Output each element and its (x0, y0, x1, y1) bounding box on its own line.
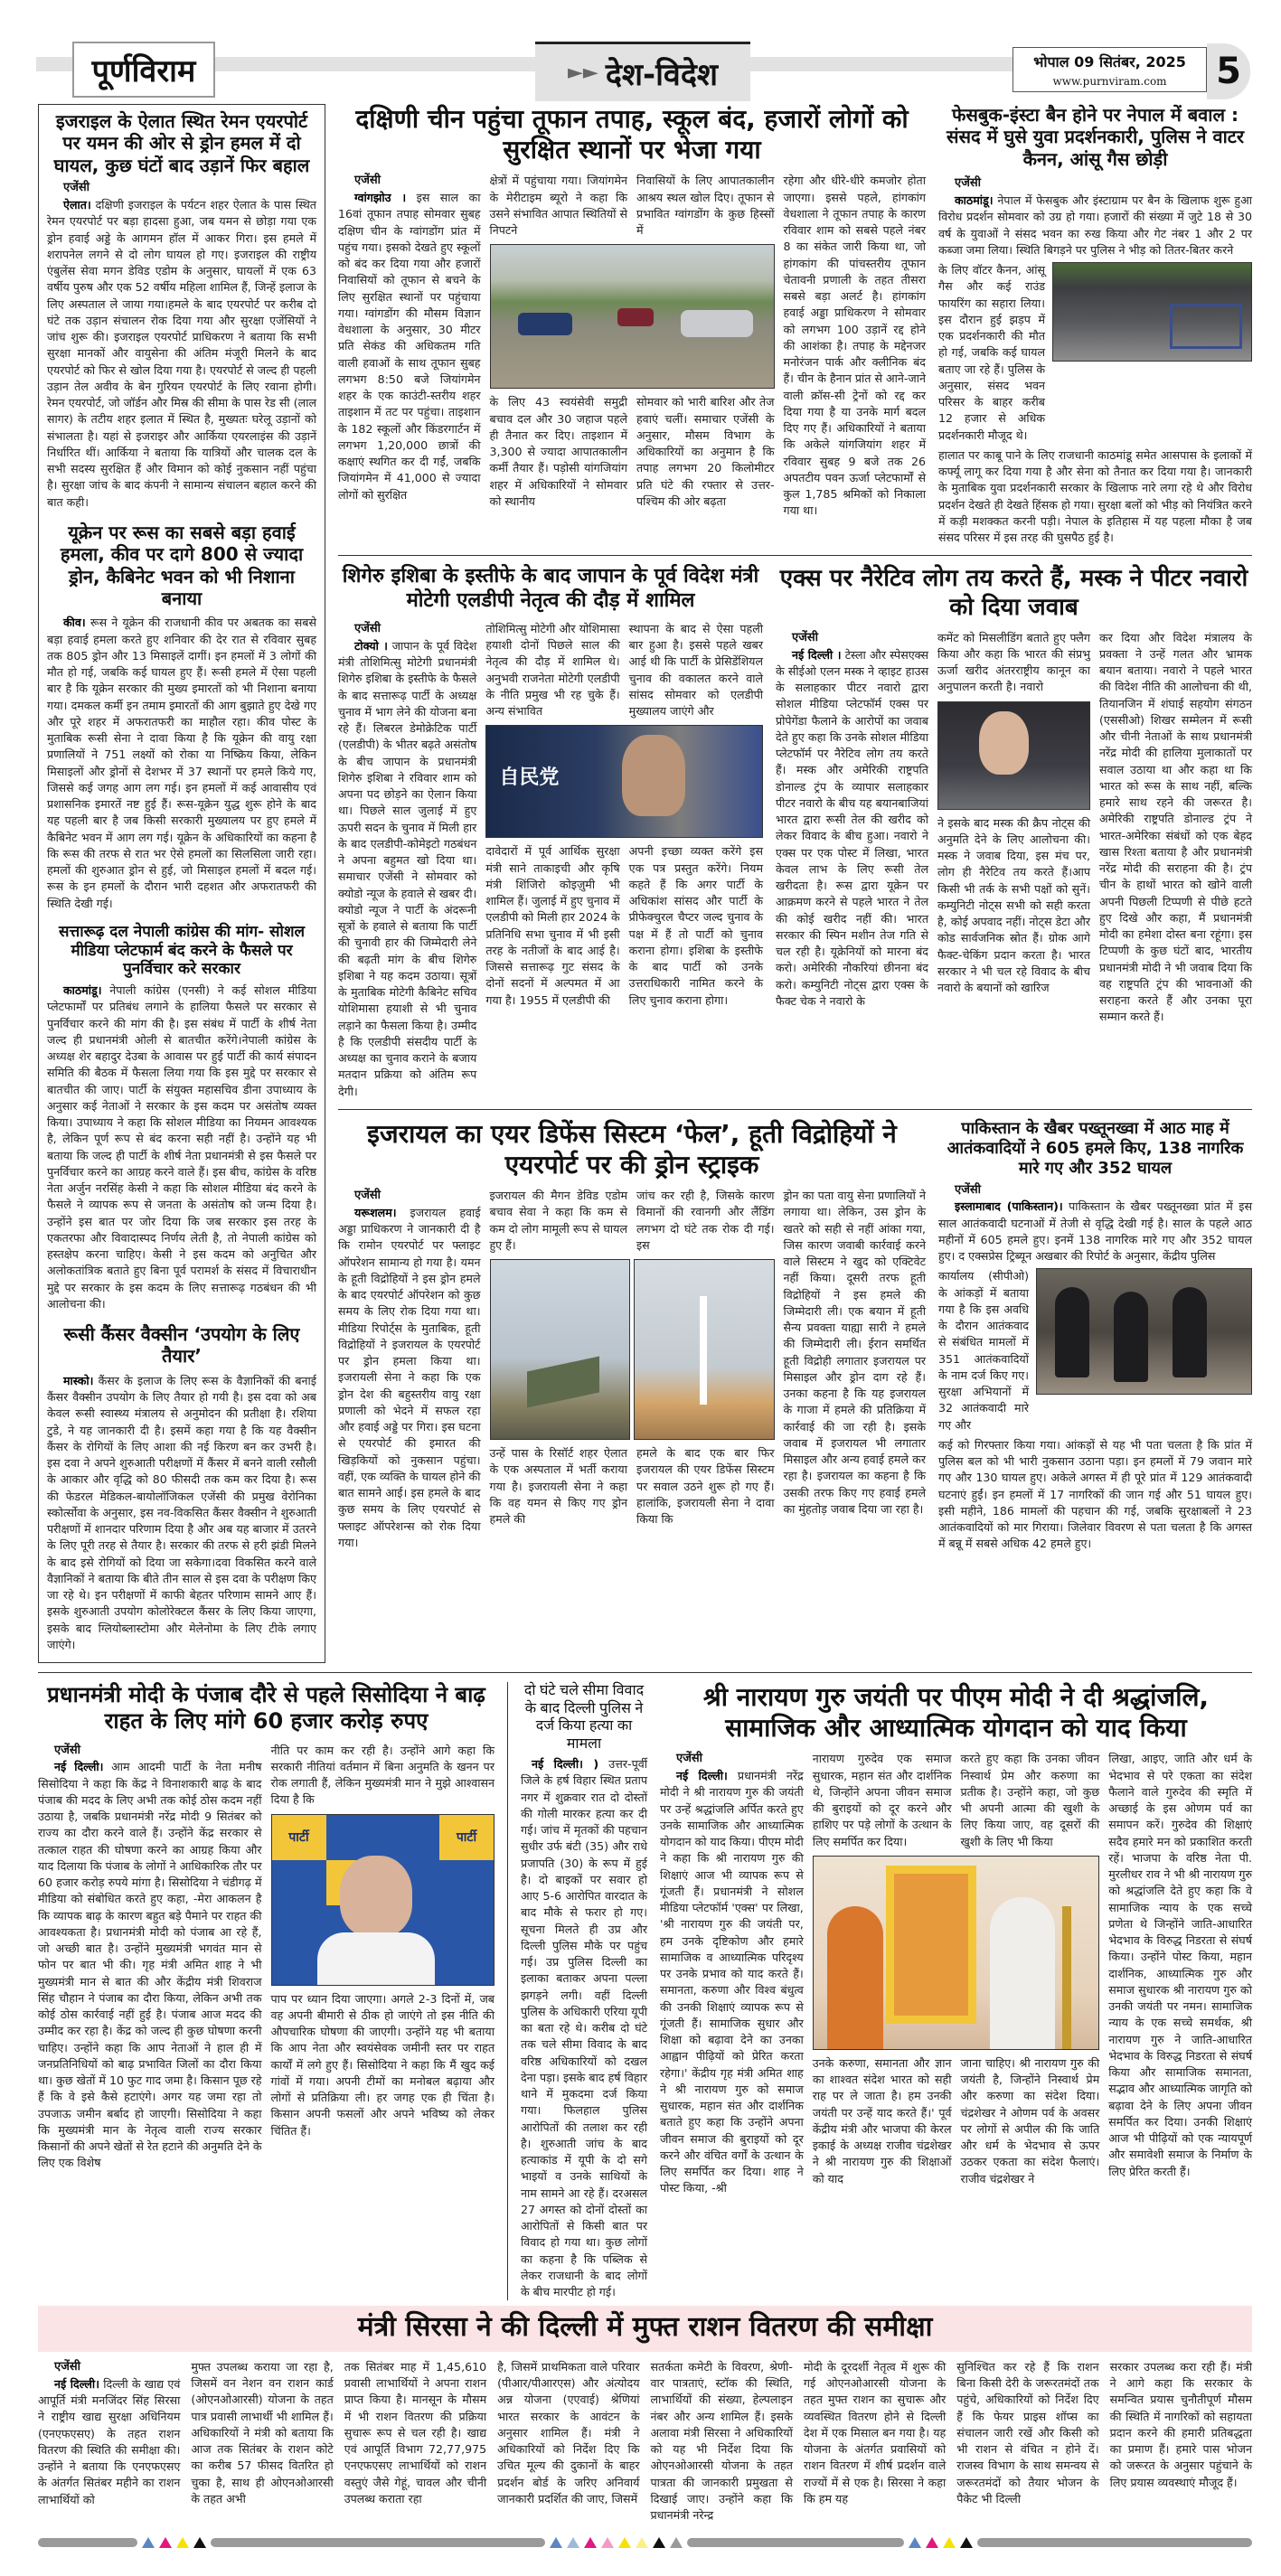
gray-bar (38, 2538, 137, 2547)
pakistan-rest-text: कई को गिरफ्तार किया गया। आंकड़ों से यह भी पता चलता है कि प्रांत में पुलिस बल को भी भारी नुकसान उठाना पड़ा। इन हमलों में 79 जवान मारे गए और 130 घायल हुए। अकेले अगस्त में ही पूरे प्रांत में 129 आतंकवादी घटनाएं हुईं। इन हमलों में 17 नागरिकों की जान गई और 51 घायल हुए। इसी महीने, 186 मामलों की पहचान की गई, जबकि सुरक्षाबलों ने 23 आतंकवादियों को मार गिराया। जिलेवार विवरण से पता चलता है कि अगस्त में बन्नू में सबसे अधिक 42 हमले हुए। (938, 1437, 1252, 1551)
article-body (938, 1199, 1252, 1264)
china-col-2a: क्षेत्रों में पहुंचाया गया। जियांगमेन के मेरीटाइम ब्यूरो ने कहा कि उसने संभावित आपात स्थितियों से निपटने (489, 174, 627, 238)
dateline: नई दिल्ली। (54, 1760, 104, 1774)
date-box (1013, 47, 1207, 92)
headline[interactable]: पाकिस्तान के खैबर पख्तूनख्वा में आठ माह में आतंकवादियों ने 605 हमले किए, 138 नागरिक मारे गए और 352 घायल (947, 1118, 1244, 1178)
missile-launcher-photo (490, 1259, 631, 1440)
agency-label: एजेंसी (54, 2359, 80, 2374)
article-musk-navarro (776, 565, 1252, 1025)
nepal-wrap (938, 262, 1252, 444)
dateline: नई दिल्ली । (792, 647, 842, 662)
row-three (338, 1119, 1252, 1553)
agency-label: एजेंसी (63, 181, 89, 195)
section-label: देश-विदेश (605, 56, 718, 93)
agency-label: एजेंसी (354, 1189, 381, 1203)
body-text: पाकिस्तान के खैबर पख्तूनख्वा प्रांत में इस साल आतंकवादी घटनाओं में तेजी से वृद्धि देखी गई है। साल के पहले आठ महीनों में 605 हमले हुए। इनमें 138 नागरिक मारे गए और 352 घायल हुए। द एक्सप्रेस ट्रिब्यून अखबार की रिपोर्ट के अनुसार, केंद्रीय पुलिस (938, 1199, 1252, 1264)
gray-triangle-icon (670, 2537, 683, 2548)
israel-columns (338, 1188, 926, 1551)
divider (338, 555, 1252, 556)
row-one (338, 104, 1252, 546)
japan-col-3a: स्थापना के बाद से ऐसा पहली बार हुआ है। इससे पहले खबर आई थी कि पार्टी के प्रेसिडेंशियल चुनाव की वकालत करने वाले सांसद सोमवार को एलडीपी मुख्यालय जाएंगे और (628, 621, 764, 719)
black-triangle-icon (193, 2537, 206, 2548)
black-triangle-icon (960, 2537, 973, 2548)
article-body (47, 1373, 316, 1653)
headline[interactable]: शिगेरु इशिबा के इस्तीफे के बाद जापान के पूर्व विदेश मंत्री मोटेगी एलडीपी नेतृत्व की दौड़ में शामिल (342, 565, 759, 613)
article-body (521, 1756, 647, 2300)
sirsa-columns (38, 2359, 1252, 2524)
newspaper-logo[interactable]: पूर्णविराम (72, 42, 215, 98)
dateline: नई दिल्ली। (54, 2376, 99, 2391)
musk-col-2b: ने इसके बाद मस्क की क्रैप नोट्स की अनुमति देने के लिए आलोचना की।मस्क ने जवाब दिया, इस मंच पर, लोग ही नैरेटिव तय करते हैं।आप किसी भी तर्क के सभी पक्षों को सुनें। कम्युनिटी नोट्स सभी को सही करता है, कोई अपवाद नहीं। नोट्स डेटा और कोड सार्वजनिक स्रोत हैं। ग्रोक आगे फैक्ट-चेकिंग प्रदान करता है। भारत सरकार ने भी चल रहे विवाद के बीच नवारो के बयानों को खारिज (937, 815, 1090, 995)
headline[interactable]: मंत्री सिरसा ने की दिल्ली में मुफ्त राशन वितरण की समीक्षा (357, 2311, 933, 2344)
body-text: इस साल का 16वां तूफान तपाह सोमवार सुबह दक्षिण चीन के ग्वांगडोंग प्रांत में पहुंच गया। इसको देखते हुए स्कूलों को बंद कर दिया गया और हजारों निवासियों को तूफान से बचने के लिए सुरक्षित स्थानों पर पहुंचाया गया। ग्वांगडोंग की मौसम विज्ञान वेधशाला के अनुसार, 30 मीटर प्रति सेकंड की अधिकतम गति वाली हवाओं के साथ तूफान सुबह लगभग 8:50 बजे जियांगमेन शहर के एक काउंटी-स्तरीय शहर ताइशान में तट पर पहुंचा। ताइशान के 182 स्कूलों और किंडरगार्टन में लगभग 1,20,000 छात्रों की कक्षाएं स्थगित कर दी गईं, जबकि जियांगमेन में 41,000 से ज्यादा लोगों को सुरक्षित (338, 191, 481, 502)
body-text: इजरायल हवाई अड्डा प्राधिकरण ने जानकारी दी है कि रामोन एयरपोर्ट पर फ्लाइट ऑपरेशन सामान्य हो गया है। यमन के हूती विद्रोहियों ने इस ड्रोन हमले के बाद एयरपोर्ट ऑपरेशन को कुछ समय के लिए रोक दिया गया था। मीडिया रिपोर्ट्स के मुताबिक, हूती विद्रोहियों ने इजरायल के एयरपोर्ट पर ड्रोन हमला किया था। इजरायली सेना ने कहा कि एक ड्रोन देश की बहुस्तरीय वायु रक्षा प्रणाली को भेदने में सफल रहा और हवाई अड्डे पर गिरा। इस घटना से एयरपोर्ट की इमारत की खिड़कियों को नुकसान पहुंचा। वहीं, एक व्यक्ति के घायल होने की बात सामने आई। इस हमले के बाद कुछ समय के लिए एयरपोर्ट से फ्लाइट ऑपरेशन्स को रोक दिया गया। (338, 1205, 481, 1549)
agency-label: एजेंसी (354, 621, 381, 635)
sisodia-columns (38, 1743, 495, 2172)
cyan-triangle-icon (142, 2537, 155, 2548)
dateline: यरूशलम। (354, 1205, 397, 1219)
lower-section (38, 1682, 1252, 2300)
dateline: काठमांडू। (63, 983, 102, 998)
yellow-triangle-icon (618, 2537, 631, 2548)
china-col-2b: के लिए 43 स्वयंसेवी समुद्री बचाव दल और 30 जहाज पहले ही तैनात कर दिए। ताइशान में 3,300 से ज्यादा आपातकालीन कर्मी तैयार हैं। पड़ोसी यांगजियांग शहर में अधिकारियों ने सोमवार को स्थानीय (489, 395, 627, 508)
article-body (38, 2376, 180, 2508)
musk-col-2 (937, 630, 1090, 997)
light-cyan-triangle-icon (567, 2537, 579, 2548)
headline[interactable]: रूसी कैंसर वैक्सीन ‘उपयोग के लिए तैयार’ (63, 1323, 300, 1368)
sirsa-col-5: सतर्कता कमेटी के विवरण, श्रेणी-वार पात्रताएं, स्टॉक की स्थिति, लाभार्थियों की संख्या, हेल्पलाइन नंबर और अन्य शामिल हैं। इसके अलावा मंत्री सिरसा ने अधिकारियों को यह भी निर्देश दिया कि ओएनओआरसी योजना के तहत पात्रता की जानकारी प्रमुखता से दिखाई जाए। उन्होंने कहा कि प्रधानमंत्री नरेन्द्र (650, 2359, 793, 2523)
yellow-triangle-icon (176, 2537, 189, 2548)
article-cancer-vaccine (47, 1323, 316, 1653)
missile-launch-photo (634, 1259, 775, 1440)
article-nepali-congress (47, 923, 316, 1312)
party-banner-text: पार्टी (439, 1815, 494, 1860)
dateline: ऐलात। (63, 198, 91, 212)
car-shape (681, 310, 753, 337)
article-body (776, 647, 928, 1011)
agency-label: एजेंसी (676, 1752, 702, 1766)
headline[interactable]: इजराइल के ऐलात स्थित रेमन एयरपोर्ट पर यमन की ओर से ड्रोन हमल में दो घायल, कुछ घंटों बाद उड़ानें फिर बहाल (53, 110, 310, 176)
light-yellow-triangle-icon (636, 2537, 648, 2548)
gray-bar (211, 2538, 545, 2547)
sirsa-col-7: सुनिश्चित कर रहे हैं कि राशन बिना किसी देरी के जरूरतमंदों तक पहुंचे, अधिकारियों को निर्देश दिए हैं कि फेयर प्राइस शॉप्स का संचालन जारी रखें और किसी को भी राशन से वंचित न होने दें। राजस्व विभाग के साथ समन्वय से जरूरतमंदों को तैयार भोजन के पैकेट भी दिल्ली (956, 2359, 1099, 2505)
missile-trail-shape (700, 1296, 707, 1405)
website-link[interactable]: www.purnviram.com (1052, 75, 1167, 88)
dateline: ग्वांगझोउ । (354, 191, 407, 205)
china-col-3b: सोमवार को भारी बारिश और तेज हवाएं चलीं। समाचार एजेंसी के अनुसार, मौसम विभाग के अधिकारियों का अनुमान है कि तपाह लगभग 20 किलोमीटर प्रति घंटे की रफ्तार से उत्तर-पश्चिम की ओर बढ़ता (636, 395, 775, 508)
section-title (535, 42, 750, 101)
headline[interactable]: इजरायल का एयर डिफेंस सिस्टम ‘फेल’, हूती विद्रोहियों ने एयरपोर्ट पर की ड्रोन स्ट्राइक (367, 1118, 897, 1180)
gray-bar (977, 2538, 1252, 2547)
modi-figure-shape (990, 1897, 1055, 2050)
light-magenta-triangle-icon (601, 2537, 614, 2548)
israel-col-4: ड्रोन का पता वायु सेना प्रणालियों ने लगाया था। लेकिन, उस ड्रोन के खतरे को सही से नहीं आंका गया, जिस कारण जवाबी कार्रवाई करने वाले सिस्टम ने खुद को एक्टिवेट नहीं किया। दूसरी तरफ हूती विद्रोहियों ने इस हमले की जिम्मेदारी ली। एक बयान में हूती सैन्य प्रवक्ता याह्या सारी ने हमले की जिम्मेदारी ली। ईरान समर्थित हूती विद्रोही लगातार इजरायल पर मिसाइल और ड्रोन दाग रहे हैं। उनका कहना है कि यह इजरायल के गाजा में हमले की प्रतिक्रिया में कार्रवाई की जा रही है। इसके जवाब में इजरायल भी लगातार मिसाइल और अन्य हवाई हमले कर रहा है। इजरायल का कहना है कि उसकी तरफ किए गए हवाई हमले का मुंहतोड़ जवाब दिया जा रहा है। (783, 1189, 926, 1516)
israel-col-2b: उन्हें पास के रिसॉर्ट शहर ऐलात के एक अस्पताल में भर्ती कराया गया है। इजरायली सेना ने कहा कि वह यमन से किए गए ड्रोन हमले की (489, 1446, 627, 1527)
dateline: टोक्यो । (354, 638, 388, 653)
article-pakistan-kp (938, 1119, 1252, 1553)
main-area (338, 104, 1252, 1553)
agency-label: एजेंसी (955, 176, 981, 191)
body-text: आम आदमी पार्टी के नेता मनीष सिसोदिया ने कहा कि केंद्र ने विनाशकारी बाढ़ के बाद पंजाब की मदद के लिए अभी तक कोई ठोस कदम नहीं उठाया है, जबकि प्रधानमंत्री नरेंद्र मोदी 9 सितंबर को राज्य का दौरा करने वाले हैं। उन्होंने केंद्र सरकार से तत्काल राहत की घोषणा करने का आग्रह किया और याद दिलाया कि पंजाब के लोगों ने आधिकारिक तौर पर 60 हजार करोड़ रुपये मांगा है। सिसोदिया ने चंडीगढ़ में मीडिया को संबोधित करते हुए कहा, -मेरा आकलन है कि व्यापक बाढ़ के कारण बहुत बड़े पैमाने पर राहत की आवश्यकता है। प्रधानमंत्री मोदी को पंजाब आ रहे हैं, जो अच्छी बात है। उन्होंने मुख्यमंत्री भगवंत मान से फोन पर बात भी की। गृह मंत्री अमित शाह ने भी मुख्यमंत्री मान से बात की और केंद्रीय मंत्री शिवराज सिंह चौहान ने पंजाब का दौरा किया, लेकिन अभी तक कोई ठोस कार्रवाई नहीं हुई है। पंजाब आज मदद की उम्मीद कर रहा है। केंद्र को जल्द ही कुछ घोषणा करनी चाहिए। उन्होंने कहा कि आप नेताओं ने हाल ही में जनप्रतिनिधियों को बाढ़ प्रभावित जिलों का दौरा किया था। कुछ खेतों में 10 फुट गाद जमा है। किसान पूछ रहे हैं कि वे इसे कैसे हटाएंगे। अगर यह जमा रहा तो उपजाऊ जमीन बर्बाद हो जाएगी। सिसोदिया ने कहा कि मुख्यमंत्री मान के नेतृत्व वाली राज्य सरकार किसानों की अपने खेतों से रेत हटाने की अनुमति देने के लिए एक विशेष (38, 1760, 262, 2170)
page-number: 5 (1207, 43, 1250, 99)
sisodia-col-2b: पाप पर ध्यान दिया जाएगा। अगले 2-3 दिनों में, जब वह अपनी बीमारी से ठीक हो जाएंगे तो इस नीति की औपचारिक घोषणा की जाएगी। उन्होंने यह भी बताया कि आप नेता और स्वयंसेवक जमीनी स्तर पर राहत कार्यों में लगे हुए हैं। सिसोदिया ने कहा कि मैं खुद कई गांवों में गया। अपनी टीमों का मनोबल बढ़ाया और लोगों से प्रतिक्रिया ली। हर जगह एक ही चिंता है। किसान अपनी फसलों और अपने भविष्य को लेकर चिंतित हैं। (270, 1991, 495, 2138)
article-china-typhoon (338, 104, 926, 520)
body-text: नेपाल में फेसबुक और इंस्टाग्राम पर बैन के खिलाफ शुरू हुआ विरोध प्रदर्शन सोमवार को उग्र हो गया। हजारों की संख्या में जुटे 18 से 30 वर्ष के युवाओं ने संसद भवन का रुख किया और गेट नंबर 1 और 2 पर कब्जा जमा लिया। स्थिति बिगड़ने पर पुलिस ने भीड़ को तितर-बितर करने (938, 193, 1252, 257)
black-triangle-icon (653, 2537, 665, 2548)
body-text: दक्षिणी इजराइल के पर्यटन शहर ऐलात के पास स्थित रेमन एयरपोर्ट पर बड़ा हादसा हुआ, जब यमन से छोड़ा गया एक ड्रोन हवाई अड्डे के आगमन हॉल में आकर गिरा। इस हमले में शरापनेल लगने से दो लोग घायल हो गए। इजराइल की राष्ट्रीय एंबुलेंस सेवा मगन डेविड एडोम के अनुसार, घायलों में एक 63 वर्षीय पुरुष और एक 52 वर्षीय महिला शामिल हैं, जिन्हें इलाज के लिए अस्पताल ले जाया गया।हमले के बाद एयरपोर्ट पर करीब दो घंटे तक उड़ान संचालन रोक दिया गया और सुरक्षा एजेंसियों ने जांच शुरू की। इजराइल एयरपोर्ट प्राधिकरण ने बताया कि सभी सुरक्षा मानकों और वायुसेना की अंतिम मंजूरी मिलने के बाद एयरपोर्ट को फिर से खोल दिया गया है। एयरपोर्ट से जल्द ही पहली उड़ान तेल अवीव के बेन गुरियन एयरपोर्ट के लिए रवाना होगी। रेमन एयरपोर्ट, जो जॉर्डन और मिस्र की सीमा के पास रेड सी (लाल सागर) के तटीय शहर इलात में स्थित है, मुख्यतः घरेलू उड़ानों को संभालता है। यहां से इजराइर और आर्किया एयरलाइंस की उड़ानें निर्धारित थीं। आर्किया ने बताया कि यात्रियों और चालक दल के सभी सदस्य सुरक्षित हैं और विमान को कोई नुकसान नहीं पहुंचा है। सुरक्षा जांच के बाद कंपनी ने सामान्य संचालन बहाल करने की बात कही। (47, 198, 316, 509)
police-photo (1036, 1268, 1252, 1395)
guru-col-2b: उनके करुणा, समानता और ज्ञान का शाश्वत संदेश भारत को सही राह पर ले जाता है। हम उनकी जयंती पर उन्हें याद करते हैं।' पूर्व केंद्रीय मंत्री और भाजपा की केरल इकाई के अध्यक्ष राजीव चंद्रशेखर ने श्री नारायण गुरु की शिक्षाओं को याद (812, 2055, 952, 2186)
face-shape (622, 735, 685, 816)
china-col-1 (338, 173, 481, 503)
portrait-frame-shape (886, 1866, 976, 2024)
article-body (938, 193, 1252, 259)
headline[interactable]: यूक्रेन पर रूस का सबसे बड़ा हवाई हमला, कीव पर दागे 800 से ज्यादा ड्रोन, कैबिनेट भवन को भी निशाना बनाया (60, 521, 304, 609)
car-shape (518, 313, 572, 335)
article-body (38, 1759, 262, 2171)
body-text: प्रधानमंत्री नरेंद्र मोदी ने श्री नारायण गुरु की जयंती पर उन्हें श्रद्धांजलि अर्पित करते हुए उनके सामाजिक और आध्यात्मिक योगदान को याद किया। पीएम मोदी ने कहा कि श्री नारायण गुरु की शिक्षाएं आज भी व्यापक रूप से गूंजती हैं। प्रधानमंत्री ने सोशल मीडिया प्लेटफॉर्म 'एक्स' पर लिखा, 'श्री नारायण गुरु की जयंती पर, हम उनके दृष्टिकोण और हमारे सामाजिक व आध्यात्मिक परिदृश्य पर उनके प्रभाव को याद करते हैं। समानता, करुणा और विश्व बंधुत्व की उनकी शिक्षाएं व्यापक रूप से गूंजती हैं। सामाजिक सुधार और शिक्षा को बढ़ावा देने का उनका आह्वान पीढ़ियों को प्रेरित करता रहेगा।' केंद्रीय गृह मंत्री अमित शाह ने श्री नारायण गुरु को समाज सुधारक, महान संत और दार्शनिक बताते हुए कहा कि उन्होंने अपना जीवन समाज की बुराइयों को दूर करने और वंचित वर्गों के उत्थान के लिए समर्पित कर दिया। शाह ने पोस्ट किया, -श्री (660, 1769, 804, 2195)
sirsa-col-3: तक सितंबर माह में 1,45,610 प्रवासी लाभार्थियों ने अपना राशन प्राप्त किया है। मानसून के मौसम में भी राशन वितरण की प्रक्रिया सुचारू रूप से चल रही है। खाद्य एवं आपूर्ति विभाग 72,77,975 एनएफएसए लाभार्थियों को राशन वस्तुएं जैसे गेहूं, चावल और चीनी उपलब्ध कराता रहा (344, 2359, 487, 2505)
sisodia-col-2a: नीति पर काम कर रही है। उन्होंने आगे कहा कि सरकारी नीतियां वर्तमान में बिना अनुमति के खनन पर रोक लगाती हैं, लेकिन मुख्यमंत्री मान ने मुझे आश्वासन दिया है कि (270, 1743, 495, 1807)
body-text: नेपाली कांग्रेस (एनसी) ने कई सोशल मीडिया प्लेटफार्मों पर प्रतिबंध लगाने के हालिया फैसले पर सरकार से पुनर्विचार करने की मांग की है। इस संबंध में पार्टी के शीर्ष नेता जल्द ही प्रधानमंत्री ओली से बातचीत करेंगे।नेपाली कांग्रेस के अध्यक्ष शेर बहादुर देउबा के आवास पर हुई पार्टी की कार्य संपादन समिति की बैठक में फैसला लिया गया कि इस मुद्दे पर सरकार से बातचीत की जाए। पार्टी के संयुक्त महासचिव डीना उपाध्याय के अनुसार कई नेताओं ने सरकार के इस कदम पर असंतोष व्यक्त किया। उपाध्याय ने कहा कि सोशल मीडिया का नियमन आवश्यक है, लेकिन पूर्ण रूप से बंद करना सही नहीं है। उन्होंने यह भी बताया कि जल्द ही पार्टी के शीर्ष नेता प्रधानमंत्री से इस फैसले पर पुनर्विचार करने का आग्रह करने वाले हैं। इस बीच, कांग्रेस के वरिष्ठ नेता अर्जुन नरसिंह केसी ने कहा कि सोशल मीडिया बंद करने के फैसले ने व्यापक रूप से जनता के असंतोष को जन्म दिया है। उन्होंने इस बात पर जोर दिया कि जब सरकार इस तरह के एकतरफा और विवादास्पद निर्णय लेती है, तो नेपाली कांग्रेस को हस्तक्षेप करना चाहिए। केसी ने इस कदम को अनुचित और अलोकतांत्रिक बताते हुए बिना पूर्व परामर्श के संसद में विचाराधीन मुद्दे पर सरकार के इस कदम के लिए सत्तारूढ़ गठबंधन की भी आलोचना की। (47, 983, 316, 1311)
headline[interactable]: दो घंटे चले सीमा विवाद के बाद दिल्ली पुलिस ने दर्ज किया हत्या का मामला (523, 1683, 645, 1752)
motegi-photo (485, 725, 763, 838)
sisodia-col-1 (38, 1743, 262, 2172)
narayana-guru-tribute-photo (813, 1856, 1100, 2050)
headline[interactable]: एक्स पर नैरेटिव लोग तय करते हैं, मस्क ने पीटर नवारो को दिया जवाब (779, 565, 1248, 621)
guru-col-4: लिखा, आइए, जाति और धर्म के भेदभाव से परे एकता का संदेश फैलाने वाले गुरुदेव की स्मृति में अच्छाई के इस ओणम पर्व का समापन करें। गुरुदेव की शिक्षाएं सदैव हमारे मन को प्रकाशित करती रहें। भाजपा के वरिष्ठ नेता पी. मुरलीधर राव ने भी श्री नारायण गुरु को श्रद्धांजलि देते हुए कहा कि वे सामाजिक न्याय के एक सच्चे प्रणेता थे जिन्होंने जाति-आधारित भेदभाव के विरुद्ध निडरता से संघर्ष किया। उन्होंने पोस्ट किया, महान दार्शनिक, आध्यात्मिक गुरु और समाज सुधारक श्री नारायण गुरु को उनकी जयंती पर नमन। सामाजिक न्याय के एक सच्चे समर्थक, श्री नारायण गुरु ने जाति-आधारित भेदभाव के विरुद्ध निडरता से संघर्ष किया और सामाजिक समानता, सद्भाव और आध्यात्मिक जागृति को बढ़ावा देने के लिए अपना जीवन समर्पित कर दिया। उनकी शिक्षाएं आज भी पीढ़ियों को एक न्यायपूर्ण और समावेशी समाज के निर्माण के लिए प्रेरित करती हैं। (1108, 1752, 1252, 2178)
cyan-triangle-icon (909, 2537, 921, 2548)
divider (38, 1672, 1252, 1673)
footer-registration-bar (38, 2536, 1252, 2549)
officer-shape (1055, 1287, 1089, 1377)
dateline: मास्को। (63, 1373, 94, 1387)
body-text: रूस ने यूक्रेन की राजधानी कीव पर अबतक का सबसे बड़ा हवाई हमला करते हुए शनिवार की देर रात से रविवार सुबह तक 805 ड्रोन और 13 मिसाइलें दागीं। इन हमलों में 3 लोगों की मौत हो गई, जबकि कई घायल हुए हैं। रूसी हमले में ऐसा पहली बार है कि यूक्रेन सरकार की मुख्य इमारतों को भी निशाना बनाया गया। दमकल कर्मी इन तमाम इमारतों की आग बुझाते हुए देखे गए और पूरे शहर में अफरातफरी का माहौल रहा। कीव पोस्ट के मुताबिक रूसी सेना ने दावा किया है कि यूक्रेन की वायु रक्षा प्रणालियों ने 751 लक्ष्यों को रोका या निष्क्रिय किया, लेकिन मिसाइलों और ड्रोनों से देशभर में 37 स्थानों पर हमले किये गए, जिससे कई जगह आग लग गई। इन हमलों में कई आवासीय एवं प्रशासनिक इमारतें नष्ट हुई हैं। रूस-यूक्रेन युद्ध शुरू होने के बाद यह पहली बार है जब किसी सरकारी मुख्यालय पर हुए हमले में कैबिनेट भवन में आग लग गई। यूक्रेन के अधिकारियों का कहना है कि रूस की तरफ से रात भर ऐसे हमलों का सिलसिला जारी रहा। हमलों की शुरुआत ड्रोन से हुई, जो मिसाइल हमलों में बदल गई। रूस के इन हमलों के दौरान भारी दहशत और अफरातफरी की स्थिति देखी गई। (47, 616, 316, 910)
car-shape (617, 308, 654, 326)
sirsa-col-8: सरकार उपलब्ध करा रही हैं। मंत्री ने आगे कहा कि सरकार के समन्वित प्रयास चुनौतीपूर्ण मौसम की स्थिति में नागरिकों को सहायता प्रदान करने की हमारी प्रतिबद्धता का प्रमाण हैं। हमारे पास भोजन को जरूरत के अनुसार पहुंचाने के लिए प्रयास व्यवस्थाएं मौजूद हैं। (1109, 2359, 1252, 2489)
china-columns (338, 173, 926, 519)
china-center (490, 173, 775, 510)
gray-bar (687, 2538, 904, 2547)
face-shape (979, 711, 1029, 775)
row-two (338, 565, 1252, 1100)
article-body (47, 615, 316, 912)
officer-shape (1114, 1292, 1148, 1382)
party-sign-text: 自民党 (499, 766, 560, 790)
headline[interactable]: प्रधानमंत्री मोदी के पंजाब दौरे से पहले सिसोदिया ने बाढ़ राहत के लिए मांगे 60 हजार करोड़ रुपए (47, 1682, 485, 1735)
dateline: नई दिल्ली। ) (532, 1757, 599, 1772)
magenta-triangle-icon (926, 2537, 938, 2548)
japan-col-2a: तोशिमित्सु मोटेगी और योशिमासा हयाशी दोनों पिछले साल की नेतृत्व की दौड़ में शामिल थे। अनुभवी राजनेता मोटेगी एलडीपी के नीति प्रमुख भी रह चुके हैं। अन्य संभावित (485, 621, 620, 719)
agency-label: एजेंसी (54, 1743, 80, 1757)
israel-center (490, 1188, 775, 1528)
article-body (47, 982, 316, 1312)
guru-columns (660, 1751, 1252, 2196)
japan-col-2b: दावेदारों में पूर्व आर्थिक सुरक्षा मंत्री साने ताकाइची और कृषि मंत्री शिंजिरो कोइज़ुमी भी शामिल हैं। जुलाई में हुए चुनाव में एलडीपी को मिली हार 2024 के प्रतिनिधि सभा चुनाव में भी इसी तरह के नतीजों के बाद आई है। जिससे सत्तारूढ़ गुट संसद के दोनों सदनों में अल्पमत में आ गया है। 1955 में एलडीपी की (485, 844, 620, 1007)
dateline: नई दिल्ली। (676, 1769, 728, 1783)
divider (338, 1109, 1252, 1110)
musk-columns (776, 630, 1252, 1026)
guru-col-1 (660, 1751, 804, 2196)
nepal-rest-text: हालात पर काबू पाने के लिए राजधानी काठमांडू समेत आसपास के इलाकों में कर्फ्यू लागू कर दिया गया है और सेना को तैनात कर दिया गया है। जानकारी के मुताबिक युवा प्रदर्शनकारी सरकार के खिलाफ नारे लगा रहे थे और विरोध प्रदर्शन देखते ही देखते हिंसक हो गया। सुरक्षा बलों को भीड़ को नियंत्रित करने में कड़ी मशक्कत करनी पड़ी। नेपाल के इतिहास में यह पहला मौका है जब संसद परिसर में इस तरह की घुसपैठ हुई है। (938, 447, 1252, 545)
article-nepal-protest (938, 104, 1252, 546)
article-israel-eilat (47, 110, 316, 511)
sirsa-col-2: मुफ्त उपलब्ध कराया जा रहा है, जिसमें वन नेशन वन राशन कार्ड (ओएनओआरसी) योजना के तहत पात्र प्रवासी लाभार्थी भी शामिल हैं। अधिकारियों ने मंत्री को बताया कि आज तक सितंबर के राशन कोटे का करीब 57 फीसद वितरित हो चुका है, साथ ही ओएनओआरसी के तहत अभी (191, 2359, 334, 2505)
headline[interactable]: श्री नारायण गुरु जयंती पर पीएम मोदी ने दी श्रद्धांजलि, सामाजिक और आध्यात्मिक योगदान को याद किया (702, 1682, 1210, 1744)
launcher-shape (527, 1357, 599, 1408)
shirt-shape (317, 1932, 435, 1986)
musk-photo (937, 701, 1090, 810)
magenta-triangle-icon (159, 2537, 172, 2548)
israel-col-3a: जांच कर रही है, जिसके कारण विमानों की रवानगी और लैंडिंग लगभग दो घंटे तक रोक दी गई। इस (636, 1189, 775, 1252)
party-banner-text: पार्टी (272, 1815, 326, 1860)
body-text: कैंसर के इलाज के लिए रूस के वैज्ञानिकों की बनाई कैंसर वैक्सीन उपयोग के लिए तैयार हो गयी है। इस दवा को अब केवल रूसी स्वास्थ्य मंत्रालय से अनुमोदन की प्रतीक्षा है। रशिया टुडे, ने यह जानकारी दी है। इसमें कहा गया है कि यह वैक्सीन कैंसर के रोगियों के लिए आशा की नई किरण बन कर उभरी है। इस दवा ने अपने शुरुआती परीक्षणों में कैंसर में बनने वाली रसौली के आकार और वृद्धि को 80 फीसदी तक कम कर दिया है। रूस की फेडरल मेडिकल-बायोलॉजिकल एजेंसी की प्रमुख वेरोनिका स्कोर्त्सोवा के अनुसार, इस नव-विकसित कैंसर वैक्सीन ने शुरुआती परीक्षणों में शानदार परिणाम दिया है और अब यह बाजार में उतरने के लिए पूरी तरह से तैयार है। सरकार की तरफ से हरी झंडी मिलने के बाद इसे रोगियों को दिया जा सकेगा।दवा विकसित करने वाले वैज्ञानिकों ने बताया कि बीते तीन साल से इस दवा के परीक्षण किए जा रहे थे। इन परीक्षणों में काफी बेहतर परिणाम सामने आए हैं। इसके शुरुआती उपयोग कोलोरेक्टल कैंसर के लिए किया जाएगा, इसके बाद ग्लियोब्लास्टोमा और मेलेनोमा के लिए टीके लगाए जाएंगे। (47, 1373, 316, 1651)
article-israel-air-defense (338, 1119, 926, 1551)
musk-col-3: कर दिया और विदेश मंत्रालय के प्रवक्ता ने उन्हें गलत और भ्रामक बयान बताया। नवारो ने पहले भारत की विदेश नीति की आलोचना की थी, तियानजिन में शंघाई सहयोग संगठन (एससीओ) शिखर सम्मेलन में रूसी और चीनी नेताओं के साथ प्रधानमंत्री नरेंद्र मोदी की हालिया मुलाकातों पर सवाल उठाया था और कहा था कि भारत को रूस के साथ नहीं, बल्कि हमारे साथ रहने की जरूरत है। अमेरिकी राष्ट्रपति डोनाल्ड ट्रंप ने भारत-अमेरिका संबंधों को एक बेहद खास रिश्ता बताया है और प्रधानमंत्री नरेंद्र मोदी की सराहना की है। ट्रंप चीन के हाथों भारत को खोने वाली अपनी पिछली टिप्पणी से पीछे हटते हुए दिखे और कहा, मैं प्रधानमंत्री मोदी का हमेशा दोस्त बना रहूंगा। इस टिप्पणी के कुछ घंटों बाद, भारतीय प्रधानमंत्री मोदी ने भी जवाब दिया कि वह राष्ट्रपति ट्रंप की भावनाओं की सराहना करते हैं और उनका पूरा सम्मान करते हैं। (1099, 630, 1252, 1024)
typhoon-flood-photo (490, 244, 775, 389)
double-arrow-icon: ►► (567, 61, 598, 84)
guru-col-2a: नारायण गुरुदेव एक समाज सुधारक, महान संत और दार्शनिक थे, जिन्होंने अपना जीवन समाज की बुराइयों को दूर करने और हाशिए पर पड़े लोगों के उत्थान के लिए समर्पित कर दिया। (812, 1752, 952, 1848)
dateline: कीव। (63, 616, 86, 630)
body-text: टेस्ला और स्पेसएक्स के सीईओ एलन मस्क ने व्हाइट हाउस के सलाहकार पीटर नवारो द्वारा सोशल मीडिया प्लेटफॉर्म एक्स पर प्रोपेगेंडा फैलाने के आरोपों का जवाब देते हुए कहा कि उनके सोशल मीडिया प्लेटफॉर्म पर नैरेटिव लोग तय करते हैं। मस्क और अमेरिकी राष्ट्रपति डोनाल्ड ट्रंप के व्यापार सलाहकार पीटर नवारो के बीच यह बयानबाजियां भारत द्वारा रूसी तेल की खरीद को लेकर विवाद के बीच हुआ। नवारो ने एक्स पर एक पोस्ट में लिखा, भारत केवल लाभ के लिए रूसी तेल खरीदता है। रूस द्वारा यूक्रेन पर आक्रमण करने से पहले भारत ने तेल की कोई खरीद नहीं की। भारत सरकार की स्पिन मशीन तेज गति से चल रही है। यूक्रेनियों को मारना बंद करो। अमेरिकी नौकरियां छीनना बंद करो। कम्युनिटी नोट्स द्वारा एक्स के फैक्ट चेक ने नवारो के (776, 647, 928, 1008)
headline[interactable]: फेसबुक-इंस्टा बैन होने पर नेपाल में बवाल : संसद में घुसे युवा प्रदर्शनकारी, पुलिस ने वाटर कैनन, आंसू गैस छोड़ी (946, 104, 1245, 170)
officer-shape (1173, 1287, 1207, 1377)
pakistan-wrap (938, 1268, 1252, 1434)
musk-col-2a: कमेंट को मिसलीडिंग बताते हुए फ्लैग किया और कहा कि भारत की संप्रभु ऊर्जा खरीद अंतरराष्ट्रीय कानून का अनुपालन करती है। नवारो (937, 630, 1090, 694)
article-narayana-guru (660, 1682, 1252, 2197)
agency-label: एजेंसी (354, 174, 381, 188)
sisodia-col-2 (271, 1743, 495, 2139)
dateline: इस्लामाबाद (पाकिस्तान)। (955, 1199, 1063, 1214)
barricade-shape (1170, 304, 1242, 349)
japan-col-3b: अपनी इच्छा व्यक्त करेंगे इस एक पत्र प्रस्तुत करेंगे। नियम कहते हैं कि अगर पार्टी के अधिकांश सांसद और पार्टी के प्रीफेक्चुरल चैप्टर जल्द चुनाव के पक्ष में हैं तो पार्टी को चुनाव कराना होगा। इशिबा के इस्तीफे के बाद पार्टी को उनके उत्तराधिकारी नामित करने के लिए चुनाव कराना होगा। (628, 844, 764, 1007)
face-shape (340, 1856, 412, 1937)
upper-section (38, 104, 1252, 1663)
body-text: दिल्ली के खाद्य एवं आपूर्ति मंत्री मनजिंदर सिंह सिरसा ने राष्ट्रीय खाद्य सुरक्षा अधिनियम (एनएफएसए) के तहत राशन वितरण की स्थिति की समीक्षा की। उन्होंने ने बताया कि एनएफएसए के अंतर्गत सितंबर महीने का राशन लाभार्थियों को (38, 2376, 181, 2506)
japan-col-1 (338, 621, 476, 1100)
agency-label: एजेंसी (955, 1182, 981, 1197)
agency-label: एजेंसी (792, 630, 818, 644)
article-japan-motegi (338, 565, 763, 1100)
protest-photo (1052, 262, 1252, 362)
article-body (338, 1205, 481, 1551)
magenta-triangle-icon (584, 2537, 597, 2548)
china-col-4: रहेगा और धीरे-धीरे कमजोर होता जाएगा। इससे पहले, हांगकांग वेधशाला ने तूफान तपाह के कारण रविवार शाम को सबसे पहले नंबर 8 का संकेत जारी किया था, जो हांगकांग की पांचस्तरीय तूफान चेतावनी प्रणाली के तहत तीसरा सबसे बड़ा अलर्ट है। हांगकांग हवाई अड्डा प्राधिकरण ने सोमवार को लगभग 100 उड़ानें रद्द होने की आशंका है। तपाह के मद्देनजर मनोरंजन पार्क और क्लीनिक बंद हैं। चीन के हैनान प्रांत से आने-जाने वाली क्रॉस-सी ट्रेनों को रद्द कर दिया गया है या उनके मार्ग बदल दिए गए हैं। अधिकारियों ने बताया कि अकेले यांगजियांग शहर में रविवार सुबह 9 बजे तक 26 अपतटीय पवन ऊर्जा प्लेटफार्मों से कुल 1,785 श्रमिकों को निकाला गया था। (783, 174, 926, 518)
lamp-shape (1062, 1906, 1071, 2050)
article-delhi-murder (521, 1682, 647, 2300)
yellow-triangle-icon (943, 2537, 956, 2548)
israel-col-1 (338, 1188, 481, 1551)
headline-band (38, 2306, 1252, 2352)
headline[interactable]: दक्षिणी चीन पहुंचा तूफान तपाह, स्कूल बंद, हजारों लोगों को सुरक्षित स्थानों पर भेजा गया (355, 104, 909, 165)
article-body (47, 197, 316, 511)
monk-figure-shape (827, 1906, 883, 2050)
article-body (338, 638, 476, 1100)
sisodia-photo (271, 1814, 495, 1986)
article-body (338, 190, 481, 503)
nepal-side-text: के लिए वॉटर कैनन, आंसू गैस और कई राउंड फायरिंग का सहारा लिया। इस दौरान हुई झड़प में एक प्रदर्शनकारी की मौत हो गई, जबकि कई घायल बताए जा रहे हैं। पुलिस के अनुसार, संसद भवन परिसर के बाहर करीब 12 हजार से अधिक प्रदर्शनकारी मौजूद थे। (938, 263, 1045, 442)
article-body (660, 1768, 804, 2197)
edition-date: भोपाल 09 सितंबर, 2025 (1033, 53, 1186, 71)
guru-center (813, 1751, 1100, 2187)
dateline: काठमांडू। (955, 193, 994, 208)
article-ukraine (47, 522, 316, 912)
column-rule (507, 1682, 508, 2300)
japan-center (485, 621, 763, 1009)
sirsa-col-1 (38, 2359, 180, 2508)
cyan-triangle-icon (550, 2537, 562, 2548)
japan-columns (338, 621, 763, 1100)
left-news-column (38, 104, 325, 1663)
guru-col-3a: करते हुए कहा कि उनका जीवन निस्वार्थ प्रेम और करुणा का प्रतीक है। उन्होंने कहा, जो कुछ भी अपनी आत्मा की खुशी के लिए किया जाए, वह दूसरों की खुशी के लिए भी किया (960, 1752, 1100, 1848)
china-col-3a: निवासियों के लिए आपातकालीन आश्रय स्थल खोल दिए। तूफान से प्रभावित ग्वांगडोंग के कुछ हिस्सों में (636, 174, 775, 238)
body-text: उत्तर-पूर्वी जिले के हर्ष विहार स्थित प्रताप नगर में शुक्रवार रात दो दोस्तों की गोली मारकर हत्या कर दी गई। जांच में मृतकों की पहचान सुधीर उर्फ बंटी (35) और राधे प्रजापति (30) के रूप में हुई है। दो बाइकों पर सवार हो आए 5-6 आरोपित वारदात के बाद मौके से फरार हो गए। सूचना मिलते ही उप्र और दिल्ली पुलिस मौके पर पहुंच गई। उप्र पुलिस दिल्ली का इलाका बताकर अपना पल्ला झगड़ने लगी। वहीं दिल्ली पुलिस के अधिकारी एरिया यूपी का बता रहे थे। करीब दो घंटे तक चले सीमा विवाद के बाद वरिष्ठ अधिकारियों को दखल देना पड़ा। इसके बाद हर्ष विहार थाने में मुकदमा दर्ज किया गया। फिलहाल पुलिस आरोपितों की तलाश कर रही है। शुरुआती जांच के बाद हत्याकांड में यूपी के दो सगे भाइयों व उनके साथियों के नाम सामने आ रहे हैं। दरअसल 27 अगस्त को दोनों दोस्तों का आरोपितों से किसी बात पर विवाद हो गया था। कुछ लोगों का कहना है कि पब्लिक से लेकर राजधानी के बाद लोगों के बीच मारपीट हो गई। (521, 1757, 647, 2299)
pakistan-side-text: कार्यालय (सीपीओ) के आंकड़ों में बताया गया है कि इस अवधि के दौरान आतंकवाद से संबंधित मामलों में 351 आतंकवादियों के नाम दर्ज किए गए। सुरक्षा अभियानों में 32 आतंकवादी मारे गए और (938, 1269, 1029, 1432)
musk-col-1 (776, 630, 928, 1010)
body-text: जापान के पूर्व विदेश मंत्री तोशिमित्सु मोटेगी प्रधानमंत्री शिगेरु इशिबा के इस्तीफे के फैसले के बाद सत्तारूढ़ पार्टी के अध्यक्ष चुनाव में भाग लेने की योजना बना रहे हैं। लिबरल डेमोक्रेटिक पार्टी (एलडीपी) के भीतर बढ़ते असंतोष के बीच जापान के प्रधानमंत्री शिगेरु इशिबा ने रविवार शाम को अपना पद छोड़ने का ऐलान किया था। पिछले साल जुलाई में हुए ऊपरी सदन के चुनाव में मिली हार के बाद एलडीपी-कोमेइटो गठबंधन ने अपना बहुमत खो दिया था। समाचार एजेंसी ने सोमवार को क्योडो न्यूज के हवाले से खबर दी। क्योडो न्यूज ने पार्टी के अंदरूनी सूत्रों के हवाले से बताया कि पार्टी की चुनावी हार की जिम्मेदारी लेने की बढ़ती मांग के बीच शिगेरु इशिबा ने यह कदम उठाया। सूत्रों के मुताबिक मोटेगी कैबिनेट सचिव योशिमासा हयाशी से भी चुनाव लड़ाने का फैसला किया है। उम्मीद है कि एलडीपी संसदीय पार्टी के अध्यक्ष का चुनाव कराने के बजाय मतदान प्रक्रिया को अंतिम रूप देगी। (338, 638, 477, 1098)
israel-col-3b: हमले के बाद एक बार फिर इजरायल की एयर डिफेंस सिस्टम पर सवाल उठने शुरू हो गए हैं। हालांकि, इजरायली सेना ने दावा किया कि (636, 1446, 775, 1527)
article-sisodia (38, 1682, 495, 2172)
sirsa-col-4: है, जिसमें प्राथमिकता वाले परिवार (पीआर/पीआरएस) और अंत्योदय अन्न योजना (एएवाई) श्रेणियां भारत सरकार के आवंटन के अनुसार शामिल हैं। मंत्री ने अधिकारियों को निर्देश दिए कि उचित मूल्य की दुकानों के बाहर प्रदर्शन बोर्ड के जरिए अनिवार्य जानकारी प्रदर्शित की जाए, जिसमें (497, 2359, 640, 2505)
headline[interactable]: सत्तारूढ़ दल नेपाली कांग्रेस की मांग- सोशल मीडिया प्लेटफार्म बंद करने के फैसले पर पुनर्विचार करे सरकार (58, 922, 306, 979)
masthead (0, 0, 1281, 104)
sirsa-col-6: मोदी के दूरदर्शी नेतृत्व में शुरू की गई ओएनओआरसी योजना के तहत मुफ्त राशन का सुचारू और व्यवस्थित वितरण होने से दिल्ली देश में एक मिसाल बन गया है। यह योजना के अंतर्गत प्रवासियों को राशन वितरण में शीर्ष प्रदर्शन वाले राज्यों में से एक है। सिरसा ने कहा कि हम यह (803, 2359, 947, 2505)
guru-col-3b: जाना चाहिए। श्री नारायण गुरु की जयंती है, जिन्होंने निस्वार्थ प्रेम और करुणा का संदेश दिया। चंद्रशेखर ने ओणम पर्व के अवसर पर लोगों से अपील की कि जाति और धर्म के भेदभाव से ऊपर उठकर एकता का संदेश फैलाएं। राजीव चंद्रशेखर ने (960, 2055, 1100, 2186)
israel-col-2a: इजरायल की मैगन डेविड एडोम बचाव सेवा ने कहा कि कम से कम दो लोग मामूली रूप से घायल हुए हैं। (489, 1189, 627, 1252)
